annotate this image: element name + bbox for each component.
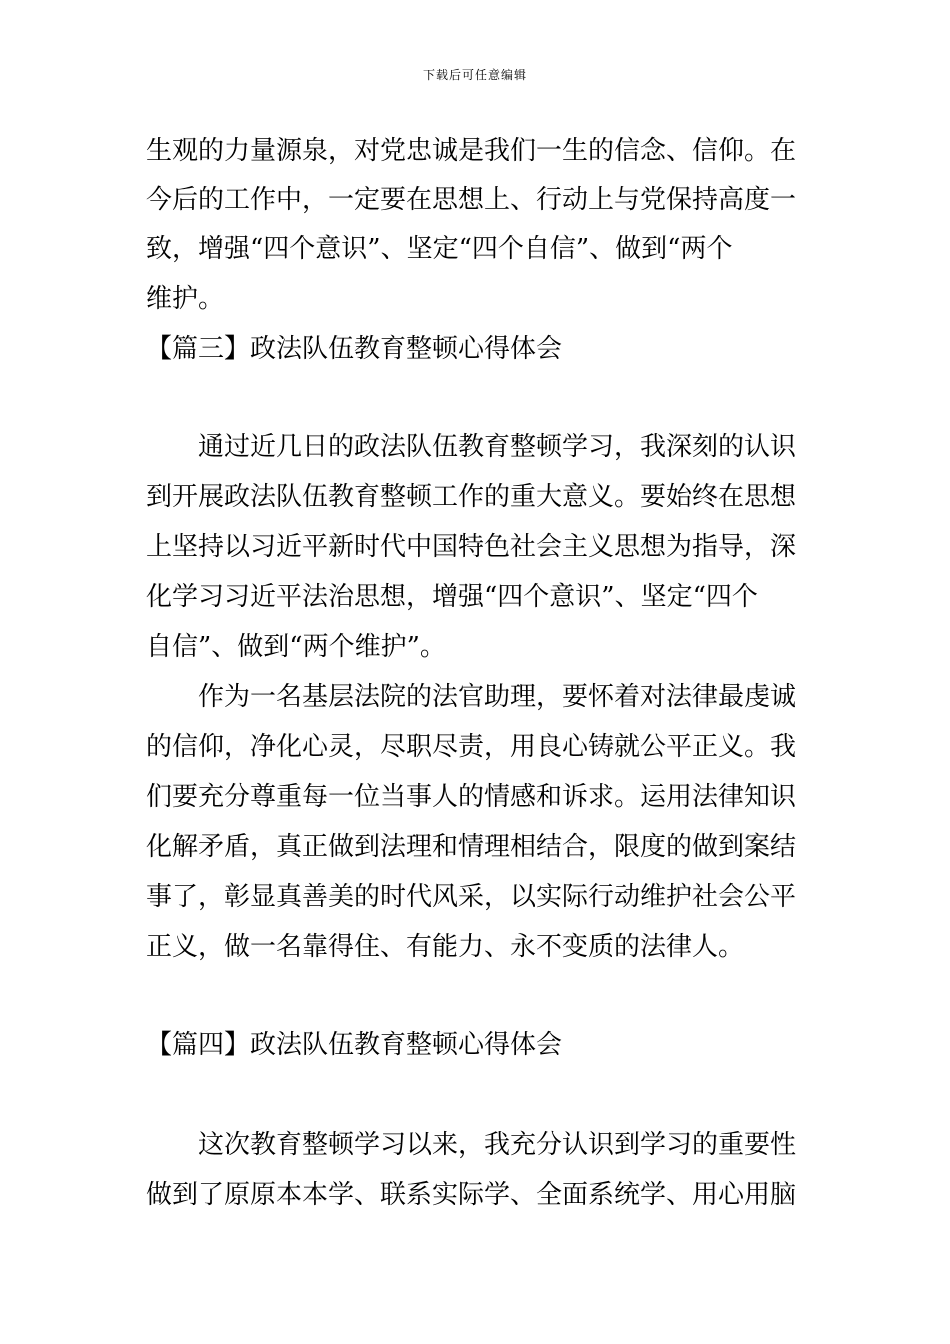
paragraph-line: 维护。 [146,284,225,314]
paragraph-line: 作为一名基层法院的法官助理，要怀着对法律最虔诚 [198,682,797,712]
paragraph-line: 的信仰，净化心灵，尽职尽责，用良心铸就公平正义。我 [146,732,797,762]
section-heading-part4: 【篇四】政法队伍教育整顿心得体会 [146,1030,563,1060]
page-header-note: 下载后可任意编辑 [422,68,527,82]
paragraph-line: 上坚持以习近平新时代中国特色社会主义思想为指导，深 [146,532,797,562]
paragraph-line: 今后的工作中，一定要在思想上、行动上与党保持高度一 [146,185,797,215]
paragraph-line: 做到了原原本本学、联系实际学、全面系统学、用心用脑 [146,1180,797,1210]
paragraph-line: 通过近几日的政法队伍教育整顿学习，我深刻的认识 [198,432,797,462]
paragraph-line: 致，增强“四个意识”、坚定“四个自信”、做到“两个 [146,234,733,264]
paragraph-line: 化学习习近平法治思想，增强“四个意识”、坚定“四个 [146,582,758,612]
paragraph-line: 生观的力量源泉，对党忠诚是我们一生的信念、信仰。在 [146,136,797,166]
paragraph-line: 自信”、做到“两个维护”。 [146,632,446,662]
paragraph-line: 到开展政法队伍教育整顿工作的重大意义。要始终在思想 [146,482,797,512]
section-heading-part3: 【篇三】政法队伍教育整顿心得体会 [146,334,563,364]
paragraph-line: 正义，做一名靠得住、有能力、永不变质的法律人。 [146,932,745,962]
paragraph-line: 这次教育整顿学习以来，我充分认识到学习的重要性 [198,1130,797,1160]
paragraph-line: 们要充分尊重每一位当事人的情感和诉求。运用法律知识 [146,782,797,812]
paragraph-line: 事了，彰显真善美的时代风采，以实际行动维护社会公平 [146,882,797,912]
paragraph-line: 化解矛盾，真正做到法理和情理相结合，限度的做到案结 [146,832,797,862]
